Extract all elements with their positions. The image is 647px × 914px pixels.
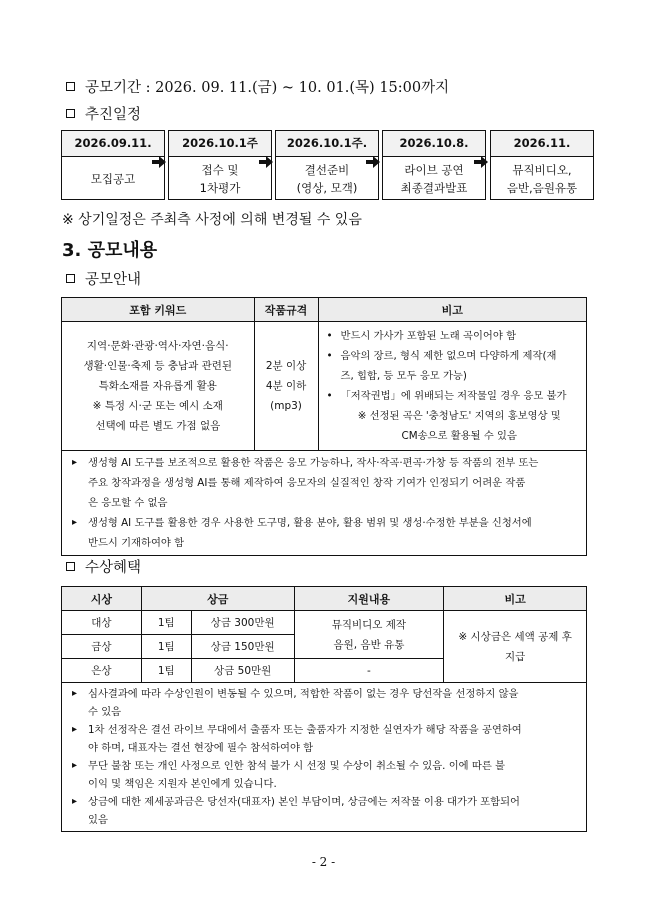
- schedule-step: [275, 130, 379, 200]
- step-date: 2026.10.8.: [383, 131, 485, 157]
- arrow-right-icon: [259, 155, 273, 169]
- award-prize: 상금 300만원: [191, 611, 294, 635]
- award-prize: 상금 150만원: [191, 635, 294, 659]
- keyword-line: 생활·인물·축제 등 충남과 관련된: [83, 360, 233, 372]
- guide-header: 포함 키워드: [62, 298, 255, 322]
- spec-line: 4분 이하: [265, 380, 307, 392]
- awards-header: 지원내용: [294, 587, 444, 611]
- checkbox-square-icon: [66, 82, 75, 91]
- remark-item: • 음악의 장르, 형식 제한 없으며 다양하게 제작(재 즈, 힙합, 등 모두 응모 가능): [323, 346, 583, 386]
- keyword-cell: [62, 322, 255, 451]
- step-date: 2026.10.1주: [169, 131, 271, 157]
- award-rank: 대상: [62, 611, 142, 635]
- page-number: - 2 -: [311, 855, 336, 869]
- awards-header: 상금: [141, 587, 294, 611]
- step-line: 라이브 공연: [404, 163, 464, 177]
- arrow-right-icon: [474, 155, 488, 169]
- keyword-line: 선택에 따른 별도 가점 없음: [95, 420, 221, 432]
- award-rank: 금상: [62, 635, 142, 659]
- checkbox-square-icon: [66, 274, 75, 283]
- award-note-item: ▸ 심사결과에 따라 수상인원이 변동될 수 있으며, 적합한 작품이 없는 경우 당선작을 선정하지 않을 수 있음: [66, 685, 582, 721]
- spec-line: 2분 이상: [265, 360, 307, 372]
- remark-cell: [318, 322, 587, 451]
- arrow-right-icon: [366, 155, 380, 169]
- step-line: 음반,음원유통: [506, 181, 578, 195]
- awards-header: 비고: [444, 587, 587, 611]
- schedule-note: ※ 상기일정은 주최측 사정에 의해 변경될 수 있음: [62, 212, 362, 228]
- remark-note: ※ 선정된 곡은 '충청남도' 지역의 홍보영상 및 CM송으로 활용될 수 있음: [357, 410, 561, 442]
- step-date: 2026.11.: [491, 131, 593, 157]
- step-line: 1차평가: [199, 181, 241, 195]
- support-line: 음원, 음반 유통: [333, 638, 405, 651]
- step-line: 접수 및: [201, 163, 239, 177]
- section-title: 3. 공모내용: [62, 240, 158, 261]
- guide-table: [61, 297, 587, 556]
- step-line: (영상, 모객): [296, 181, 358, 195]
- remark-item: • 「저작권법」에 위배되는 저작물일 경우 응모 불가: [323, 386, 583, 406]
- awards-table: [61, 586, 587, 832]
- step-date: 2026.09.11.: [62, 131, 164, 157]
- guide-header: 비고: [318, 298, 587, 322]
- schedule-step: [490, 130, 594, 200]
- award-note-item: ▸ 무단 불참 또는 개인 사정으로 인한 참석 불가 시 선정 및 수상이 취소될 수 있음. 이에 따른 불 이익 및 책임은 지원자 본인에게 있습니다.: [66, 757, 582, 793]
- award-note-item: ▸ 상금에 대한 제세공과금은 당선자(대표자) 본인 부담이며, 상금에는 저작물 이용 대가가 포함되어 있음: [66, 793, 582, 829]
- award-count: 1팀: [141, 635, 191, 659]
- keyword-line: 특화소재를 자유롭게 활용: [98, 380, 217, 392]
- awards-title: 수상혜택: [66, 556, 141, 577]
- support-line: 뮤직비디오 제작: [331, 618, 407, 631]
- remark-line: ※ 시상금은 세액 공제 후: [458, 630, 572, 643]
- award-prize: 상금 50만원: [191, 659, 294, 683]
- schedule-step: [61, 130, 165, 200]
- schedule-step: [168, 130, 272, 200]
- step-date: 2026.10.1주.: [276, 131, 378, 157]
- award-count: 1팀: [141, 611, 191, 635]
- award-remark: [444, 611, 587, 683]
- guide-title: 공모안내: [66, 268, 141, 289]
- guide-header: 작품규격: [254, 298, 318, 322]
- spec-cell: [254, 322, 318, 451]
- period-line: 공모기간 : 2026. 09. 11.(금) ~ 10. 01.(목) 15:00까지: [66, 76, 449, 97]
- step-line: 결선준비: [304, 163, 350, 177]
- step-line: 모집공고: [90, 172, 136, 186]
- schedule-step: [382, 130, 486, 200]
- remark-line: 지급: [504, 650, 526, 663]
- guide-note-item: ▸ 생성형 AI 도구를 보조적으로 활용한 작품은 응모 가능하나, 작사·작곡·편곡·가창 등 작품의 전부 또는 주요 창작과정을 생성형 AI를 통해 제작하여 응모자의 실질적인 창작 기여가 인정되기 어려운 작품 은 응모할 수 없음: [66, 453, 582, 513]
- awards-notes: [62, 683, 587, 832]
- keyword-line: 지역·문화·관광·역사·자연·음식·: [86, 340, 229, 352]
- checkbox-square-icon: [66, 562, 75, 571]
- remark-item: • 반드시 가사가 포함된 노래 곡이어야 함: [323, 326, 583, 346]
- awards-header: 시상: [62, 587, 142, 611]
- keyword-line: ※ 특정 시·군 또는 예시 소재: [92, 400, 223, 412]
- award-support-none: -: [294, 659, 444, 683]
- schedule-title: 추진일정: [66, 103, 141, 124]
- award-count: 1팀: [141, 659, 191, 683]
- spec-line: (mp3): [270, 400, 302, 412]
- step-line: 최종결과발표: [400, 181, 468, 195]
- guide-notes: [62, 451, 587, 556]
- guide-note-item: ▸ 생성형 AI 도구를 활용한 경우 사용한 도구명, 활용 분야, 활용 범위 및 생성·수정한 부분을 신청서에 반드시 기재하여야 함: [66, 513, 582, 553]
- arrow-right-icon: [152, 155, 166, 169]
- award-rank: 은상: [62, 659, 142, 683]
- award-support: [294, 611, 444, 659]
- step-line: 뮤직비디오,: [512, 163, 572, 177]
- award-note-item: ▸ 1차 선정작은 결선 라이브 무대에서 출품자 또는 출품자가 지정한 실연자가 해당 작품을 공연하여 야 하며, 대표자는 결선 현장에 필수 참석하여야 함: [66, 721, 582, 757]
- checkbox-square-icon: [66, 109, 75, 118]
